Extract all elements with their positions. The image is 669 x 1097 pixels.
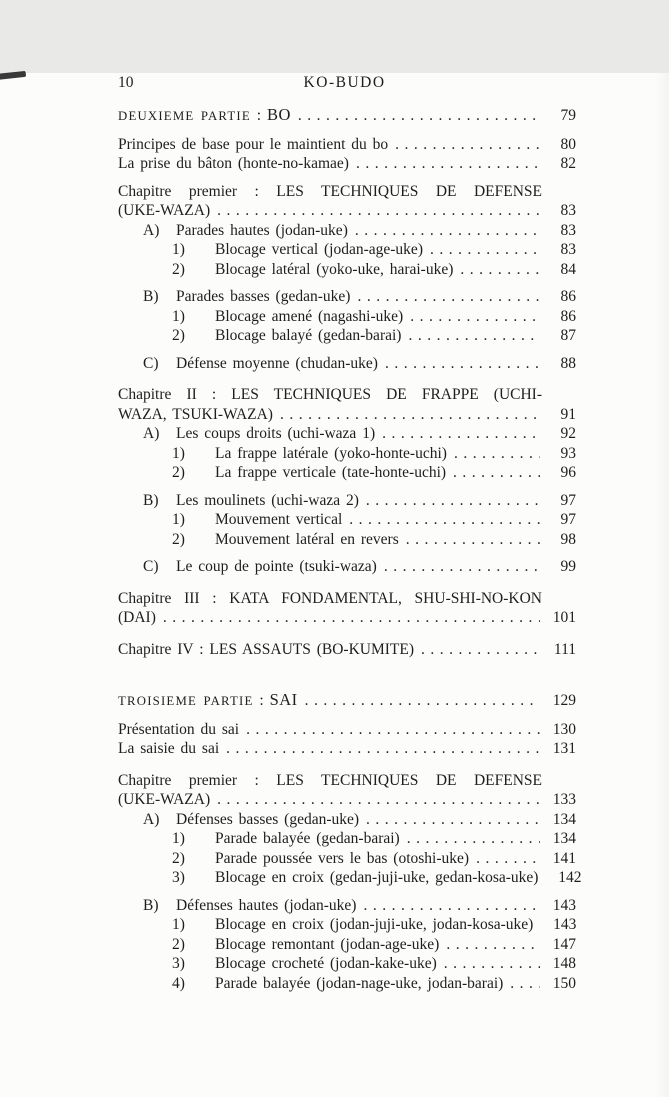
toc-entry-line [118,974,576,994]
entry-text: Blocage en croix (jodan-juji-uke, jodan-kosa-uke) [215,916,534,933]
toc-entry-line [118,935,576,955]
entry-text: Parades basses (gedan-uke) [176,288,351,305]
toc-entry-line [118,640,576,660]
toc-entry-line [118,810,576,830]
entry-page-number: 130 [552,720,576,738]
dot-leader [217,790,540,810]
entry-marker: 1) [172,241,185,258]
entry-page-number: 129 [552,692,576,709]
entry-text: Principes de base pour le maintient du bo [118,135,389,153]
toc-entry [118,589,576,628]
dot-leader [453,463,540,483]
entry-page-number: 101 [552,609,576,626]
dot-leader [217,201,540,221]
entry-text: Chapitre IV : LES ASSAUTS (BO-KUMITE) [118,640,415,658]
toc-entry [118,935,576,955]
entry-marker: 2) [172,327,185,344]
dot-leader [446,935,540,955]
entry-page-number: 83 [560,221,576,239]
entry-marker: A) [143,425,160,442]
entry-page-number: 143 [553,916,577,933]
entry-text: Parade poussée vers le bas (otoshi-uke) [215,849,470,867]
entry-text [118,690,298,712]
dot-leader [421,640,540,660]
entry-text: WAZA, TSUKI-WAZA) [118,405,273,423]
entry-marker: C) [143,558,159,575]
entry-text: La frappe latérale (yoko-honte-uchi) [215,444,447,462]
dot-leader [384,557,540,577]
dot-leader [406,530,540,550]
toc-entry-line [118,221,576,241]
page-header [118,73,576,93]
entry-page-number: 86 [560,307,576,325]
part-title: SAI [269,690,298,709]
dot-leader [460,260,540,280]
toc-entry-line [118,739,576,759]
dot-leader [385,354,540,374]
toc-entry-line [118,954,576,974]
entry-page-number: 143 [552,896,576,914]
entry-marker: A) [143,221,160,239]
toc-entry [118,354,576,374]
toc-entry [118,105,576,127]
entry-page-number: 93 [560,444,576,462]
entry-text: Parade balayée (gedan-barai) [215,830,400,847]
toc [118,105,582,993]
entry-page-number: 150 [552,974,576,992]
toc-entry [118,640,576,660]
toc-entry-line [118,240,576,260]
toc-entry-line [118,790,576,810]
entry-text [118,105,291,127]
entry-marker: 2) [172,849,185,867]
entry-text: Blocage balayé (gedan-barai) [215,327,402,344]
entry-text: Blocage crocheté (jodan-kake-uke) [215,955,437,972]
entry-text: Blocage en croix (gedan-juji-uke, gedan-kosa-uke) [215,869,539,886]
toc-entry-line [118,260,576,280]
dot-leader [357,287,540,307]
entry-page-number: 88 [560,354,576,372]
entry-page-number: 134 [552,830,576,847]
entry-text: La saisie du sai [118,740,220,757]
dot-leader [366,491,540,511]
toc-entry-line [118,424,576,444]
entry-marker: 2) [172,530,185,548]
entry-text: Défenses basses (gedan-uke) [176,810,360,828]
toc-entry [118,868,582,888]
part-title: BO [266,105,291,124]
dot-leader [226,739,540,759]
toc-entry [118,810,576,830]
entry-page-number: 87 [560,327,576,344]
chapter-pre-line: Chapitre premier : LES TECHNIQUES DE DEFENSE [118,771,542,789]
entry-text: Parades hautes (jodan-uke) [176,221,348,239]
entry-page-number: 80 [560,135,576,153]
toc-entry-line [118,829,576,849]
toc-entry-line [118,463,576,483]
entry-text: Le coup de pointe (tsuki-waza) [176,558,377,575]
toc-entry-line [118,608,576,628]
toc-entry [118,896,576,916]
toc-entry-line [118,135,576,155]
toc-entry [118,385,576,424]
entry-marker: 1) [172,307,185,325]
part-sep: : [250,107,267,124]
dot-leader [356,154,540,174]
toc-entry-line [118,354,576,374]
dot-leader [510,974,540,994]
toc-entry [118,326,576,346]
dot-leader [408,326,540,346]
dot-leader [366,810,540,830]
entry-page-number: 82 [560,155,576,172]
scan-smudge-mark [0,71,26,80]
toc-entry [118,974,576,994]
toc-entry-line [118,307,576,327]
entry-marker: A) [143,810,160,828]
part-label: DEUXIEME PARTIE [118,109,251,123]
toc-entry [118,154,576,174]
entry-marker: 2) [172,935,185,953]
toc-entry [118,424,576,444]
entry-page-number: 98 [560,530,576,548]
entry-text: (DAI) [118,609,156,626]
toc-entry [118,720,576,740]
entry-page-number: 83 [560,241,576,258]
entry-marker: 2) [172,260,185,278]
entry-text: Défenses hautes (jodan-uke) [176,896,357,914]
entry-text: Les coups droits (uchi-waza 1) [176,425,376,442]
entry-page-number: 92 [560,425,576,442]
dot-leader [163,608,540,628]
toc-entry [118,954,576,974]
toc-entry [118,463,576,483]
entry-page-number: 79 [560,107,576,124]
dot-leader [363,896,540,916]
scanned-page [0,73,669,1097]
toc-entry [118,240,576,260]
toc-entry [118,849,576,869]
toc-entry-line [118,405,576,425]
toc-entry-line [118,444,576,464]
entry-marker: 1) [172,830,185,847]
toc-entry-line [118,154,576,174]
dot-leader [476,849,540,869]
scan-edge-shadow [655,73,669,1097]
toc-entry-line [118,105,576,127]
folio-page-number: 10 [118,74,134,91]
entry-text: Défense moyenne (chudan-uke) [176,354,378,372]
toc-entry-line [118,510,576,530]
entry-text: Blocage latéral (yoko-uke, harai-uke) [215,260,454,278]
entry-marker: 4) [172,974,185,992]
part-sep: : [253,692,270,709]
entry-page-number: 97 [560,491,576,509]
dot-leader [444,954,540,974]
entry-page-number: 111 [553,640,576,658]
entry-text: Parade balayée (jodan-nage-uke, jodan-barai) [215,974,504,992]
toc-entry [118,690,576,712]
toc-entry [118,221,576,241]
toc-entry-line [118,896,576,916]
entry-text: La frappe verticale (tate-honte-uchi) [215,464,447,481]
dot-leader [395,135,540,155]
toc-entry [118,287,576,307]
toc-entry-line [118,326,576,346]
dot-leader [430,240,540,260]
dot-leader [407,829,540,849]
entry-page-number: 99 [560,558,576,575]
toc-entry [118,260,576,280]
entry-page-number: 83 [560,202,576,219]
chapter-pre-line: Chapitre II : LES TECHNIQUES DE FRAPPE (UCHI- [118,386,542,403]
dot-leader [246,720,540,740]
entry-marker: B) [143,896,159,914]
toc-entry-line [118,201,576,221]
dot-leader [454,444,540,464]
entry-marker: B) [143,288,159,305]
toc-entry-line [118,849,576,869]
running-title: KO-BUDO [303,74,386,91]
entry-page-number: 84 [560,260,576,278]
chapter-pre-line: Chapitre III : KATA FONDAMENTAL, SHU-SHI-NO-KON [118,589,542,607]
entry-page-number: 131 [552,740,576,757]
entry-marker: 1) [172,444,185,462]
toc-entry [118,135,576,155]
part-label: TROISIEME PARTIE [118,694,254,708]
dot-leader [298,106,540,126]
toc-entry-line [118,557,576,577]
toc-entry [118,739,576,759]
entry-text: La prise du bâton (honte-no-kamae) [118,155,349,172]
toc-entry-line [118,530,576,550]
toc-entry [118,510,576,530]
toc-entry-line [118,287,576,307]
entry-page-number: 148 [552,955,576,972]
entry-page-number: 141 [552,849,576,867]
toc-entry [118,829,576,849]
entry-text: Blocage remontant (jodan-age-uke) [215,935,440,953]
entry-page-number: 97 [560,511,576,528]
entry-text: (UKE-WAZA) [118,791,211,808]
toc-entry [118,915,576,935]
toc-entry [118,307,576,327]
entry-text: Mouvement vertical [215,511,343,528]
entry-page-number: 91 [560,405,576,423]
entry-marker: 1) [172,511,185,528]
dot-leader [280,405,540,425]
dot-leader [305,691,540,711]
entry-marker: 3) [172,955,185,972]
toc-entry [118,491,576,511]
entry-page-number: 147 [552,935,576,953]
entry-text: Mouvement latéral en revers [215,530,399,548]
toc-entry [118,182,576,221]
entry-marker: C) [143,354,159,372]
toc-entry-line [118,690,576,712]
toc-entry-line [118,868,582,888]
entry-text: Blocage amené (nagashi-uke) [215,307,404,325]
entry-page-number: 133 [552,791,576,808]
entry-text: Blocage vertical (jodan-age-uke) [215,241,423,258]
entry-text: Les moulinets (uchi-waza 2) [176,491,359,509]
dot-leader [355,221,540,241]
chapter-pre-line: Chapitre premier : LES TECHNIQUES DE DEFENSE [118,182,542,200]
dot-leader [382,424,540,444]
dot-leader [349,510,540,530]
entry-text: (UKE-WAZA) [118,202,211,219]
entry-marker: 1) [172,916,185,933]
entry-marker: 2) [172,464,185,481]
entry-text: Présentation du sai [118,720,240,738]
toc-entry [118,444,576,464]
entry-marker: 3) [172,869,185,886]
entry-page-number: 142 [558,869,582,886]
entry-marker: B) [143,491,159,509]
toc-entry-line [118,491,576,511]
entry-page-number: 134 [552,810,576,828]
toc-entry [118,557,576,577]
toc-entry-line [118,915,576,935]
entry-page-number: 86 [560,288,576,305]
entry-page-number: 96 [560,464,576,481]
toc-entry [118,771,576,810]
toc-entry-line [118,720,576,740]
dot-leader [410,307,540,327]
toc-entry [118,530,576,550]
